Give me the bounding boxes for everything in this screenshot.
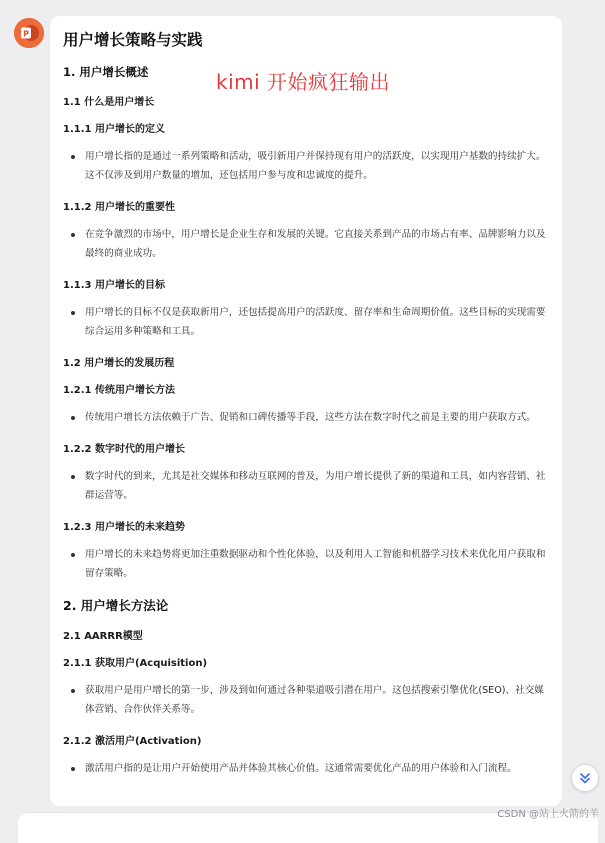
presentation-app-icon — [14, 18, 44, 48]
bullet-list — [63, 759, 548, 778]
list-item: 用户增长指的是通过一系列策略和活动，吸引新用户并保持现有用户的活跃度，以实现用户基数的持续扩大。这不仅涉及到用户数量的增加，还包括用户参与度和忠诚度的提升。 — [63, 147, 548, 185]
subsubsection-heading: 2.1.1 获取用户(Acquisition) — [63, 658, 208, 669]
subsubsection-heading: 1.1.2 用户增长的重要性 — [63, 202, 175, 213]
bullet-list — [63, 303, 548, 341]
watermark: CSDN @站上火箭的羊 — [497, 809, 599, 820]
chat-response-card — [50, 16, 562, 806]
list-item: 用户增长的目标不仅是获取新用户，还包括提高用户的活跃度、留存率和生命周期价值。这些目标的实现需要综合运用多种策略和工具。 — [63, 303, 548, 341]
list-item: 激活用户指的是让用户开始使用产品并体验其核心价值。这通常需要优化产品的用户体验和入门流程。 — [63, 759, 548, 778]
subsubsection-heading: 1.1.1 用户增长的定义 — [63, 124, 165, 135]
bullet-list — [63, 545, 548, 583]
list-item: 获取用户是用户增长的第一步，涉及到如何通过各种渠道吸引潜在用户。这包括搜索引擎优化(SEO)、社交媒体营销、合作伙伴关系等。 — [63, 681, 548, 719]
ppt-assistant-avatar — [14, 18, 44, 48]
subsection-heading: 1.1 什么是用户增长 — [63, 97, 155, 108]
document-content — [50, 16, 562, 778]
section-heading: 2. 用户增长方法论 — [63, 598, 169, 613]
subsubsection-heading: 2.1.2 激活用户(Activation) — [63, 736, 202, 747]
bullet-list — [63, 147, 548, 185]
list-item: 传统用户增长方法依赖于广告、促销和口碑传播等手段，这些方法在数字时代之前是主要的用户获取方式。 — [63, 408, 548, 427]
scroll-to-bottom-button[interactable] — [571, 764, 599, 792]
list-item: 数字时代的到来，尤其是社交媒体和移动互联网的普及，为用户增长提供了新的渠道和工具，如内容营销、社群运营等。 — [63, 467, 548, 505]
subsubsection-heading: 1.2.3 用户增长的未来趋势 — [63, 522, 185, 533]
subsubsection-heading: 1.1.3 用户增长的目标 — [63, 280, 165, 291]
list-item: 在竞争激烈的市场中，用户增长是企业生存和发展的关键。它直接关系到产品的市场占有率、品牌影响力以及最终的商业成功。 — [63, 225, 548, 263]
bullet-list — [63, 408, 548, 427]
annotation-overlay-text: kimi 开始疯狂输出 — [216, 70, 391, 94]
subsubsection-heading: 1.2.2 数字时代的用户增长 — [63, 444, 185, 455]
document-title: 用户增长策略与实践 — [63, 31, 203, 49]
bullet-list — [63, 681, 548, 719]
double-chevron-down-icon — [578, 771, 592, 785]
bullet-list — [63, 467, 548, 505]
subsection-heading: 2.1 AARRR模型 — [63, 631, 143, 642]
list-item: 用户增长的未来趋势将更加注重数据驱动和个性化体验，以及利用人工智能和机器学习技术来优化用户获取和留存策略。 — [63, 545, 548, 583]
subsection-heading: 1.2 用户增长的发展历程 — [63, 358, 175, 369]
bullet-list — [63, 225, 548, 263]
section-heading: 1. 用户增长概述 — [63, 65, 149, 79]
subsubsection-heading: 1.2.1 传统用户增长方法 — [63, 385, 175, 396]
svg-text:P: P — [23, 29, 29, 39]
